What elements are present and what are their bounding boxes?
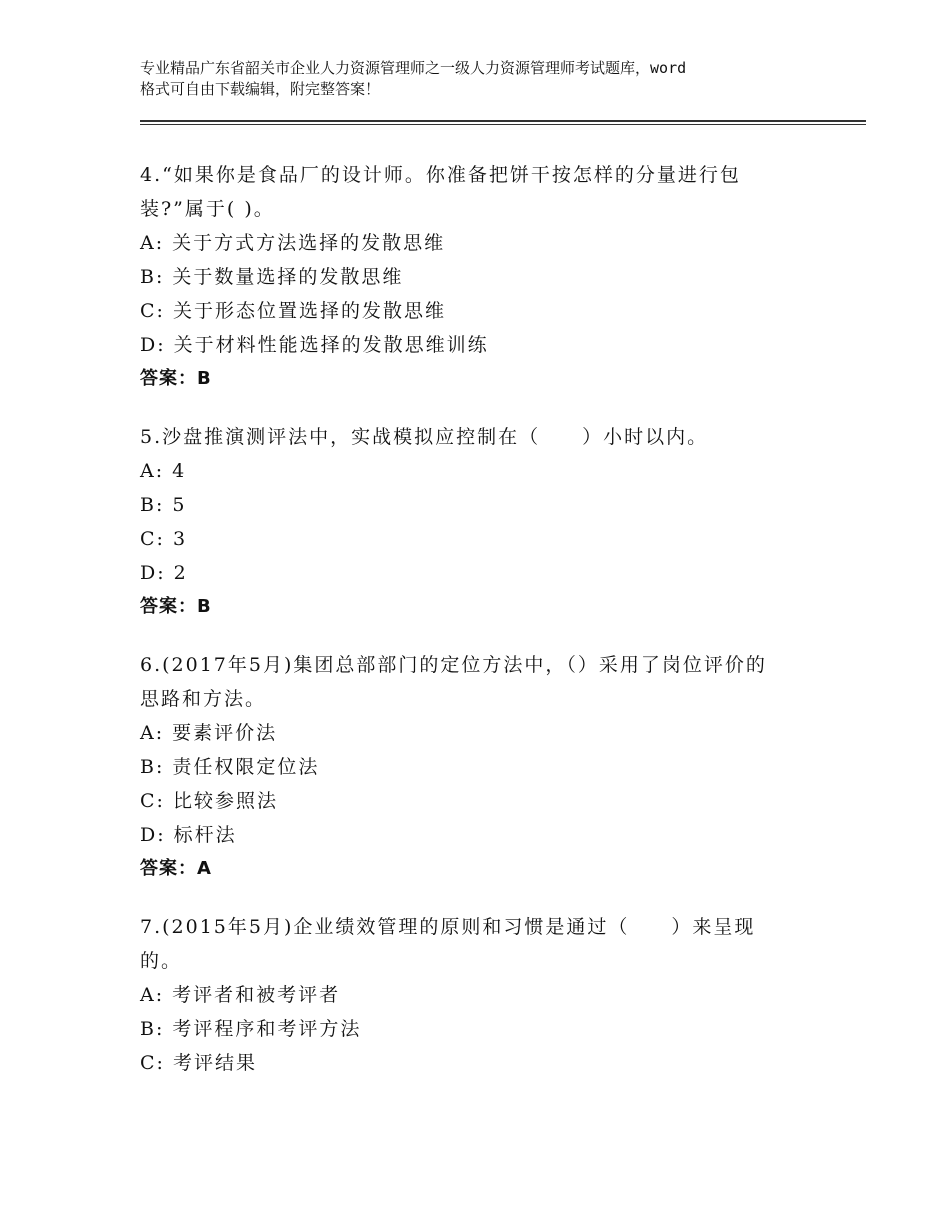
option-a: A: 考评者和被考评者	[140, 984, 341, 1006]
option-c: C: 比较参照法	[140, 790, 278, 812]
answer-label: 答案：B	[140, 368, 212, 389]
question-5	[140, 420, 830, 624]
option-b: B: 5	[140, 494, 187, 516]
question-stem-line: 7.(2015年5月)企业绩效管理的原则和习惯是通过（ ）来呈现	[140, 916, 756, 938]
question-stem-line: 4.“如果你是食品厂的设计师。你准备把饼干按怎样的分量进行包	[140, 164, 741, 186]
question-stem-line: 5.沙盘推演测评法中，实战模拟应控制在（ ）小时以内。	[140, 426, 709, 448]
option-b: B: 考评程序和考评方法	[140, 1018, 362, 1040]
header-line-1: 专业精品广东省韶关市企业人力资源管理师之一级人力资源管理师考试题库，word	[140, 59, 687, 77]
option-c: C: 考评结果	[140, 1052, 257, 1074]
option-c: C: 3	[140, 528, 188, 550]
question-4	[140, 158, 830, 396]
question-list	[140, 158, 830, 1104]
option-a: A: 关于方式方法选择的发散思维	[140, 232, 446, 254]
header-divider	[140, 120, 866, 122]
option-a: A: 要素评价法	[140, 722, 278, 744]
question-7	[140, 910, 830, 1080]
option-d: D: 关于材料性能选择的发散思维训练	[140, 334, 489, 356]
question-stem-line: 6.(2017年5月)集团总部部门的定位方法中，（）采用了岗位评价的	[140, 654, 767, 676]
document-header	[140, 58, 830, 100]
question-6	[140, 648, 830, 886]
answer-label: 答案：A	[140, 858, 212, 879]
option-d: D: 标杆法	[140, 824, 237, 846]
question-stem-line: 的。	[140, 950, 183, 972]
header-divider-thin	[140, 124, 866, 125]
option-c: C: 关于形态位置选择的发散思维	[140, 300, 446, 322]
answer-label: 答案：B	[140, 596, 212, 617]
question-stem-line: 装?”属于( )。	[140, 198, 275, 220]
option-a: A: 4	[140, 460, 187, 482]
option-b: B: 关于数量选择的发散思维	[140, 266, 404, 288]
header-line-2: 格式可自由下载编辑，附完整答案！	[140, 80, 381, 98]
question-stem-line: 思路和方法。	[140, 688, 267, 710]
option-b: B: 责任权限定位法	[140, 756, 320, 778]
option-d: D: 2	[140, 562, 188, 584]
